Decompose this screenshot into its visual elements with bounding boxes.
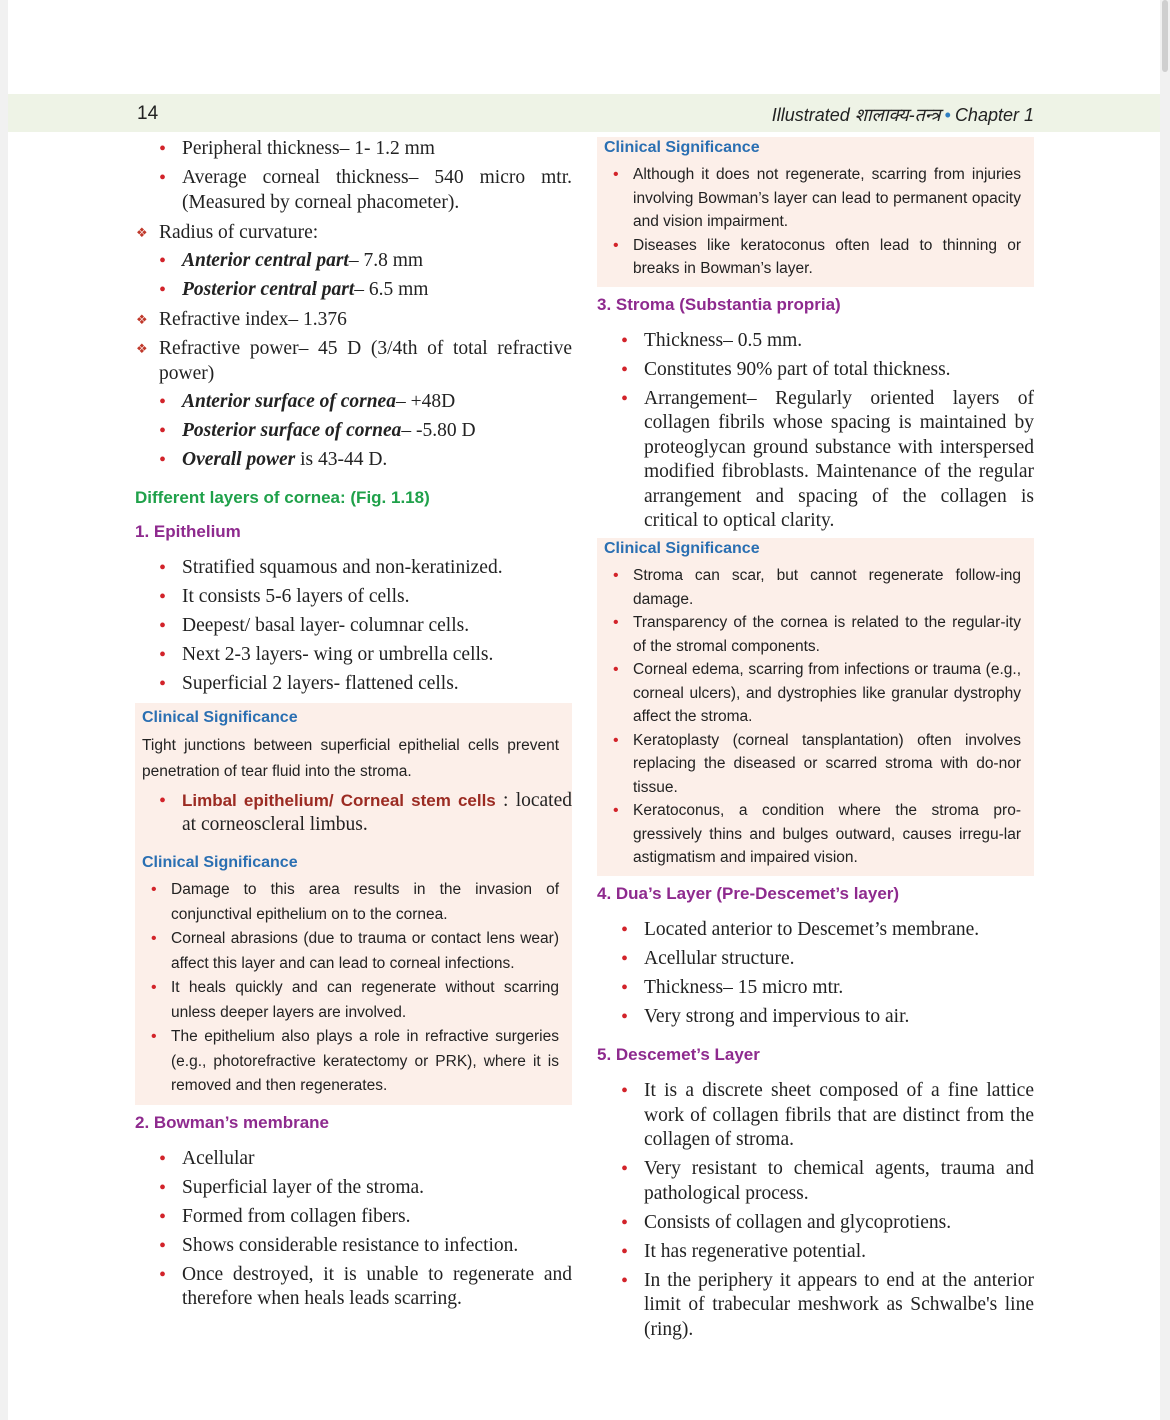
thickness-list [135, 137, 572, 215]
list-item: • In the periphery it appears to end at the anterior limit of trabecular meshwork as Schwalbe's line (ring). [597, 1269, 1034, 1343]
list-item: • Once destroyed, it is unable to regenerate and therefore when heals leads scarring. [135, 1263, 572, 1312]
clinical-title: Clinical Significance [142, 708, 298, 726]
list-item: • Keratoplasty (corneal tansplantation) often involves replacing the diseased or scarred stroma with do-nor tissue. [604, 729, 1021, 800]
top-margin [0, 0, 1170, 94]
list-item: • Diseases like keratoconus often lead to thinning or breaks in Bowman’s layer. [604, 234, 1021, 281]
list-item: • Superficial layer of the stroma. [135, 1176, 572, 1201]
list-item: • Acellular structure. [597, 947, 1034, 972]
list-item: • Corneal edema, scarring from infections or trauma (e.g., corneal ulcers), and dystrophies like granular dystrophy affect the stroma. [604, 658, 1021, 729]
list-item: • Keratoconus, a condition where the stroma pro-gressively thins and bulges outward, causes irregu-lar astigmatism and impaired vision. [604, 799, 1021, 870]
clinical-significance-box [135, 703, 572, 849]
value: – -5.80 D [401, 419, 476, 441]
list-item: • Thickness– 15 micro mtr. [597, 976, 1034, 1001]
left-column [135, 137, 572, 1316]
radius-label: Radius of curvature: [159, 221, 319, 243]
list-item: • Consists of collagen and glycoprotiens. [597, 1211, 1034, 1236]
limbal-text: : located at corneoscleral limbus. [182, 789, 573, 835]
list-item: • Constitutes 90% part of total thickness. [597, 358, 1034, 383]
list-item: • Next 2-3 layers- wing or umbrella cells. [135, 643, 572, 668]
value: – +48D [395, 390, 456, 412]
term: Posterior central part [182, 278, 355, 300]
scrollbar-track[interactable] [1160, 0, 1170, 1420]
stroma-heading: 3. Stroma (Substantia propria) [597, 294, 841, 314]
separator-dot: • [944, 105, 951, 125]
dua-list [597, 918, 1034, 1030]
value: – 6.5 mm [354, 278, 429, 300]
right-column [597, 137, 1034, 1347]
list-item: • Shows considerable resistance to infection. [135, 1234, 572, 1259]
clinical-significance-box [135, 848, 572, 1105]
list-item [135, 249, 572, 274]
left-edge [0, 0, 8, 1420]
descemet-heading: 5. Descemet’s Layer [597, 1045, 760, 1064]
power-list [135, 390, 572, 473]
list-item: • Arrangement– Regularly oriented layers of collagen fibrils whose spacing is maintained by proteoglycan ground substance with interspersed modified fibroblasts. Maintenance of the regular arrangement and spacing of the collagen is critical to optical clarity. [597, 387, 1034, 534]
list-item: • Transparency of the cornea is related to the regular-ity of the stromal components. [604, 611, 1021, 658]
clinical-text: Tight junctions between superficial epithelial cells prevent penetration of tear fluid into the stroma. [142, 736, 559, 780]
layers-heading: Different layers of cornea: (Fig. 1.18) [135, 488, 430, 507]
term: Overall power [182, 448, 296, 470]
list-item: • Located anterior to Descemet’s membrane. [597, 918, 1034, 943]
list-item [135, 789, 572, 838]
list-item: • Superficial 2 layers- flattened cells. [135, 672, 572, 697]
list-item [135, 220, 572, 303]
list-item: • Formed from collagen fibers. [135, 1205, 572, 1230]
term: Anterior central part [182, 249, 349, 271]
refractive-power: Refractive power– 45 D (3/4th of total refractive power) [159, 337, 572, 384]
list-item: • It consists 5-6 layers of cells. [135, 585, 572, 610]
clinical-title: Clinical Significance [604, 139, 760, 156]
descemet-list [597, 1079, 1034, 1342]
list-item [135, 278, 572, 303]
limbal-term: Limbal epithelium/ Corneal stem cells [182, 790, 496, 810]
list-item: • Thickness– 0.5 mm. [597, 329, 1034, 354]
running-title [772, 103, 1034, 127]
clinical-title: Clinical Significance [604, 540, 760, 557]
term: Posterior surface of cornea [182, 419, 402, 441]
list-item: • Damage to this area results in the invasion of conjunctival epithelium on to the cornea. [142, 878, 559, 927]
list-item: • The epithelium also plays a role in refractive surgeries (e.g., photorefractive keratectomy or PRK), where it is removed and then regenerates. [142, 1025, 559, 1099]
clinical-list [604, 564, 1021, 870]
bowman-list [135, 1147, 572, 1312]
list-item: • Stratified squamous and non-keratinized. [135, 556, 572, 581]
list-item: • It has regenerative potential. [597, 1240, 1034, 1265]
limbal-list [135, 789, 572, 838]
list-item [135, 448, 572, 473]
property-list [135, 220, 572, 473]
list-item: • Stroma can scar, but cannot regenerate follow-ing damage. [604, 564, 1021, 611]
list-item: • Acellular [135, 1147, 572, 1172]
list-item [135, 336, 572, 473]
stroma-list [597, 329, 1034, 534]
clinical-list [142, 878, 559, 1099]
list-item [135, 419, 572, 444]
epithelium-list [135, 556, 572, 697]
list-item: • It is a discrete sheet composed of a fine lattice work of collagen fibrils that are distinct from the collagen of stroma. [597, 1079, 1034, 1153]
clinical-significance-box [597, 137, 1034, 287]
value: – 7.8 mm [348, 249, 424, 271]
list-item: • Very strong and impervious to air. [597, 1005, 1034, 1030]
bowman-heading: 2. Bowman’s membrane [135, 1112, 329, 1132]
list-item: • Average corneal thickness– 540 micro mtr. (Measured by corneal phacometer). [135, 166, 572, 215]
list-item: • It heals quickly and can regenerate without scarring unless deeper layers are involved. [142, 976, 559, 1025]
value: is 43-44 D. [295, 448, 388, 470]
chapter-label: Chapter 1 [954, 105, 1034, 125]
list-item: • Peripheral thickness– 1- 1.2 mm [135, 137, 572, 162]
list-item: • Very resistant to chemical agents, trauma and pathological process. [597, 1157, 1034, 1206]
list-item: ❖ Refractive index– 1.376 [135, 307, 572, 332]
book-title: Illustrated शालाक्य-तन्त्र [771, 105, 941, 125]
dua-heading: 4. Dua’s Layer (Pre-Descemet’s layer) [597, 883, 900, 903]
list-item: • Deepest/ basal layer- columnar cells. [135, 614, 572, 639]
clinical-list [604, 163, 1021, 281]
clinical-significance-box [597, 538, 1034, 876]
clinical-title: Clinical Significance [142, 854, 298, 871]
scrollbar-thumb[interactable] [1162, 0, 1168, 72]
term: Anterior surface of cornea [182, 390, 396, 412]
list-item: • Corneal abrasions (due to trauma or contact lens wear) affect this layer and can lead to corneal infections. [142, 927, 559, 976]
epithelium-heading: 1. Epithelium [135, 522, 241, 541]
list-item: • Although it does not regenerate, scarring from injuries involving Bowman’s layer can lead to permanent opacity and vision impairment. [604, 163, 1021, 234]
list-item [135, 390, 572, 415]
radius-list [135, 249, 572, 303]
page-number: 14 [137, 103, 159, 124]
